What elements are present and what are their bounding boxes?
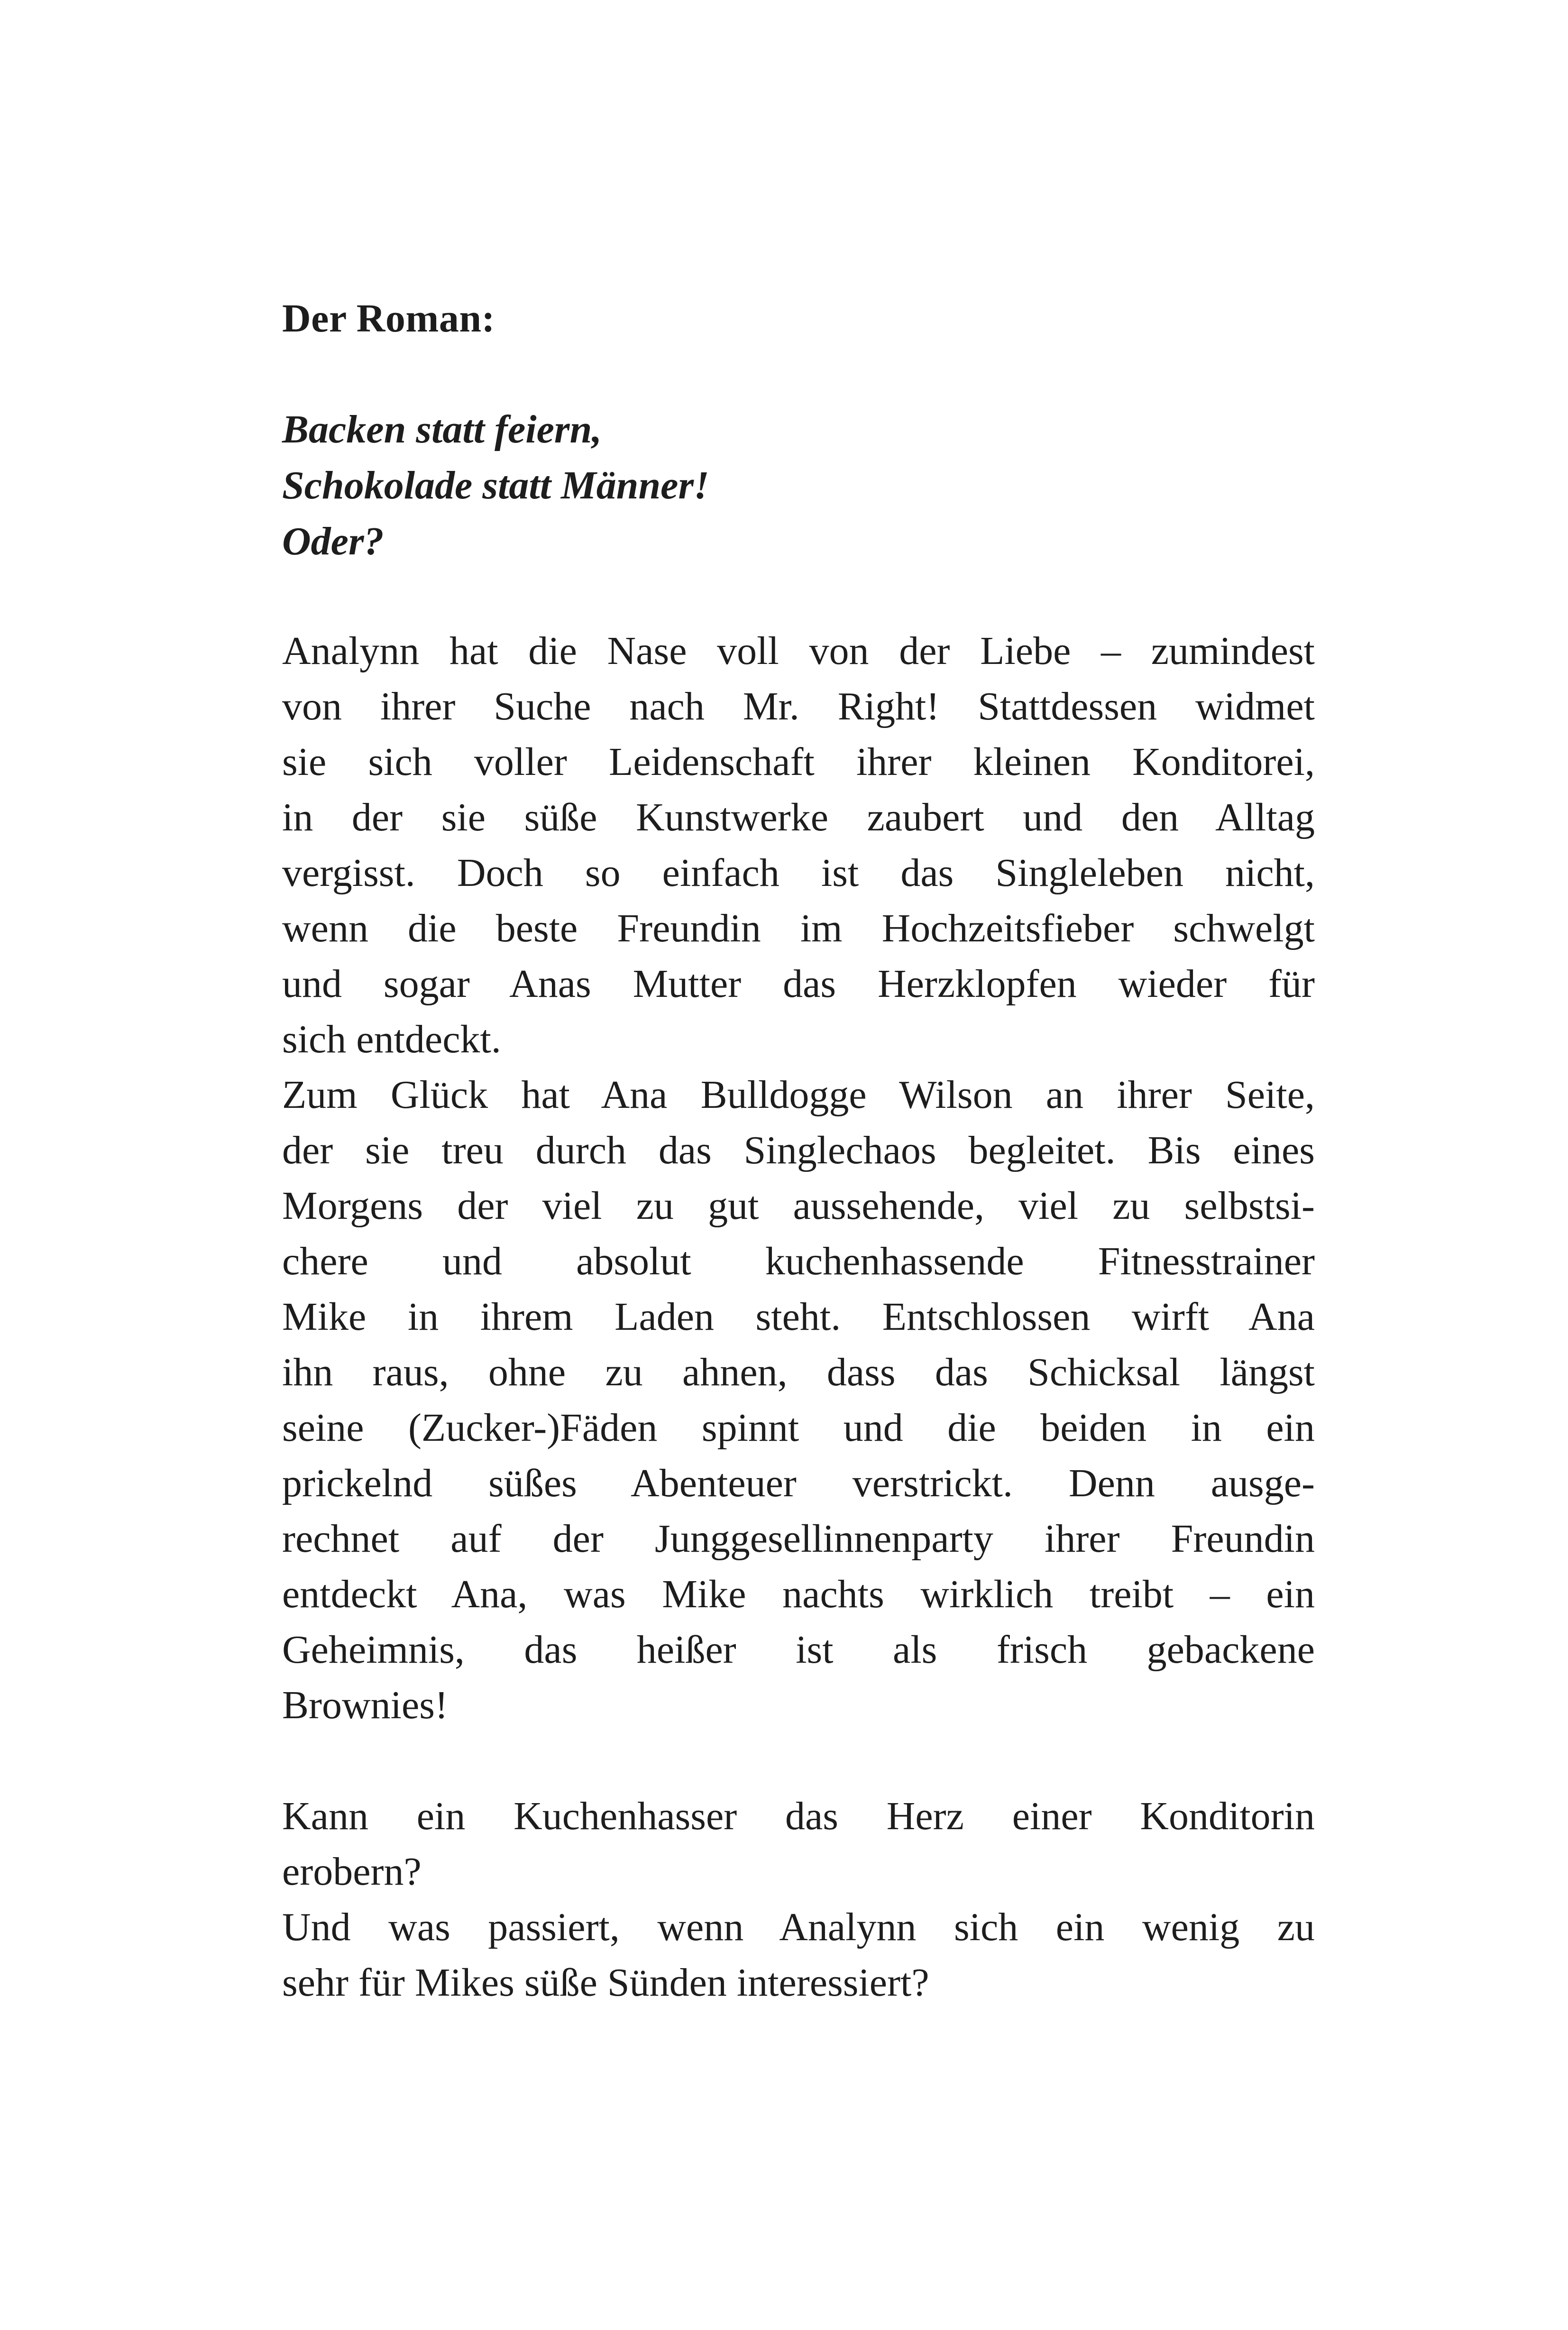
text-line: ihn raus, ohne zu ahnen, dass das Schicksal längst [282, 1350, 1315, 1394]
text-line: seine (Zucker-)Fäden spinnt und die beiden in ein [282, 1406, 1315, 1450]
text-line: Zum Glück hat Ana Bulldogge Wilson an ihrer Seite, [282, 1073, 1315, 1117]
text-line: Brownies! [282, 1683, 448, 1727]
paragraph-1 [282, 623, 1315, 1067]
text-line: in der sie süße Kunstwerke zaubert und den Alltag [282, 795, 1315, 839]
text-line: Geheimnis, das heißer ist als frisch gebackene [282, 1628, 1315, 1672]
section-heading: Der Roman: [282, 296, 495, 341]
text-line: wenn die beste Freundin im Hochzeitsfieber schwelgt [282, 906, 1315, 950]
text-line: Mike in ihrem Laden steht. Entschlossen wirft Ana [282, 1295, 1315, 1339]
paragraph-4 [282, 1899, 1315, 2010]
text-line: sie sich voller Leidenschaft ihrer kleinen Konditorei, [282, 740, 1315, 784]
text-line: Morgens der viel zu gut aussehende, viel zu selbstsi- [282, 1184, 1315, 1228]
text-line: prickelnd süßes Abenteuer verstrickt. Denn ausge- [282, 1461, 1315, 1505]
text-line: entdeckt Ana, was Mike nachts wirklich treibt – ein [282, 1572, 1315, 1616]
blurb-text [282, 623, 1315, 2010]
text-line: und sogar Anas Mutter das Herzklopfen wieder für [282, 962, 1315, 1006]
text-line: erobern? [282, 1850, 422, 1894]
paragraph-3 [282, 1788, 1315, 1899]
text-line: chere und absolut kuchenhassende Fitnesstrainer [282, 1239, 1315, 1283]
tagline-line: Oder? [282, 519, 384, 563]
text-line: Analynn hat die Nase voll von der Liebe – zumindest [282, 629, 1315, 673]
paragraph-2 [282, 1067, 1315, 1733]
tagline-line: Backen statt feiern, [282, 407, 602, 451]
text-line: Kann ein Kuchenhasser das Herz einer Konditorin [282, 1794, 1315, 1838]
text-line: von ihrer Suche nach Mr. Right! Stattdessen widmet [282, 684, 1315, 728]
text-line: sich entdeckt. [282, 1017, 501, 1061]
tagline-line: Schokolade statt Männer! [282, 463, 709, 507]
text-line: vergisst. Doch so einfach ist das Singleleben nicht, [282, 851, 1315, 895]
text-line: sehr für Mikes süße Sünden interessiert? [282, 1961, 929, 2005]
tagline [282, 402, 709, 570]
text-line: rechnet auf der Junggesellinnenparty ihrer Freundin [282, 1517, 1315, 1561]
paragraph-spacer [282, 1733, 1315, 1788]
text-line: Und was passiert, wenn Analynn sich ein wenig zu [282, 1905, 1315, 1949]
text-line: der sie treu durch das Singlechaos begleitet. Bis eines [282, 1128, 1315, 1172]
